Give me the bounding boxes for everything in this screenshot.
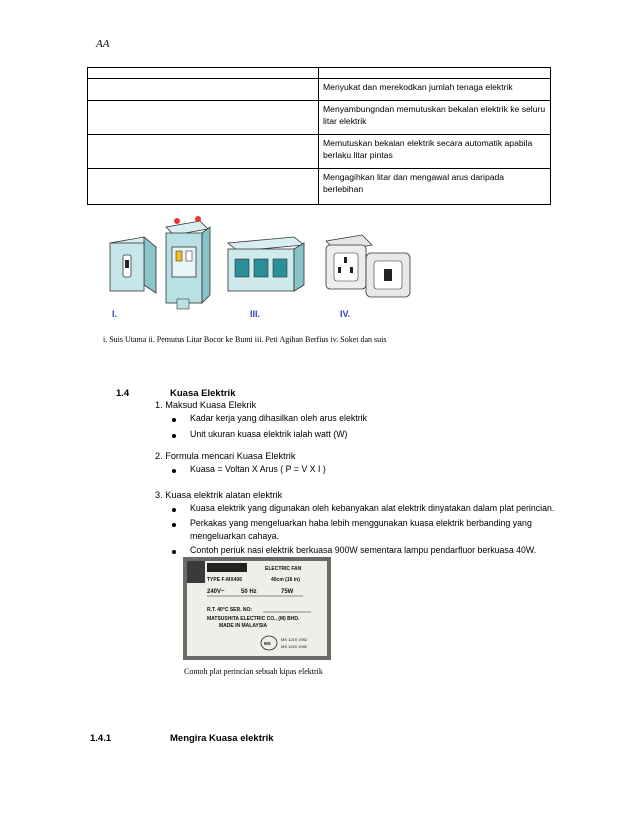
plate-line: MATSUSHITA ELECTRIC CO., (M) BHD. — [207, 616, 300, 622]
plate-line: TYPE F-MX406 — [207, 577, 243, 583]
bullet-continuation: mengeluarkan cahaya. — [190, 531, 280, 541]
list-item: 1. Maksud Kuasa Elekrik — [155, 400, 257, 410]
function-table — [87, 67, 551, 205]
subsection-title: Mengira Kuasa elektrik — [170, 733, 274, 744]
bullet-item: Perkakas yang mengeluarkan haba lebih menggunakan kuasa elektrik berbanding yang — [190, 518, 532, 528]
table-cell-left — [88, 101, 319, 135]
list-item: 2. Formula mencari Kuasa Elektrik — [155, 451, 296, 461]
bullet-item: Contoh periuk nasi elektrik berkuasa 900W sementara lampu pendarfluor berkuasa 40W. — [190, 545, 536, 555]
figure-label-iii: III. — [250, 309, 261, 319]
plate-line: 40cm (16 in) — [271, 577, 300, 583]
electrical-devices-illustration — [104, 213, 424, 323]
table-cell-left — [88, 169, 319, 205]
main-switch-icon — [110, 237, 156, 293]
section-number: 1.4 — [116, 388, 130, 399]
plate-line: MS 1220 1992 — [281, 644, 308, 649]
plate-line: 75W — [281, 589, 294, 595]
bullet-item: Kadar kerja yang dihasilkan oleh arus elektrik — [190, 413, 367, 423]
table-cell-right: Memutuskan bekalan elektrik secara automatik apabila berlaku litar pintas — [319, 135, 551, 169]
subsection-number: 1.4.1 — [90, 733, 112, 744]
plate-caption: Contoh plat perincian sebuah kipas elektrik — [184, 667, 323, 676]
table-cell-right — [319, 68, 551, 79]
table-cell-right: Menyambungndan memutuskan bekalan elektrik ke seluru litar elektrik — [319, 101, 551, 135]
figure-caption: i. Suis Utama ii. Pemutus Litar Bocor ke Bumi iii. Peti Agihan Berfius iv. Soket dan suis — [103, 335, 387, 344]
bullet-item: Unit ukuran kuasa elektrik ialah watt (W) — [190, 429, 347, 439]
table-row — [88, 68, 551, 79]
page-header-mark: AA — [96, 38, 110, 50]
list-item: 3. Kuasa elektrik alatan elektrik — [155, 490, 283, 500]
bullet-item: Kuasa elektrik yang digunakan oleh kebanyakan alat elektrik dinyatakan dalam plat perincian. — [190, 503, 554, 513]
circuit-breaker-icon — [166, 216, 210, 309]
table-cell-right: Mengagihkan litar dan mengawal arus daripada berlebihan — [319, 169, 551, 205]
plate-line: MS 1219 1992 — [281, 637, 308, 642]
plate-line: 240V~ — [207, 589, 225, 595]
socket-and-switch-icon — [326, 235, 410, 297]
table-row — [88, 79, 551, 101]
table-cell-left — [88, 135, 319, 169]
table-row — [88, 101, 551, 135]
fuse-box-icon — [228, 237, 304, 291]
table-cell-right: Menyukat dan merekodkan jumlah tenaga elektrik — [319, 79, 551, 101]
table-cell-left — [88, 68, 319, 79]
bullet-item: Kuasa = Voltan X Arus ( P = V X I ) — [190, 464, 326, 474]
figure-label-iv: IV. — [340, 309, 351, 319]
section-title: Kuasa Elektrik — [170, 388, 236, 399]
plate-line: MS — [264, 641, 271, 646]
table-cell-left — [88, 79, 319, 101]
rating-plate-photo — [183, 557, 331, 660]
figure-label-i: I. — [112, 309, 118, 319]
table-row — [88, 135, 551, 169]
table-row — [88, 169, 551, 205]
plate-line: 50 Hz — [241, 589, 257, 595]
plate-line: MADE IN MALAYSIA — [219, 623, 268, 629]
plate-line: R.T. 40°C SER. NO: — [207, 607, 253, 613]
plate-line: ELECTRIC FAN — [265, 566, 302, 572]
